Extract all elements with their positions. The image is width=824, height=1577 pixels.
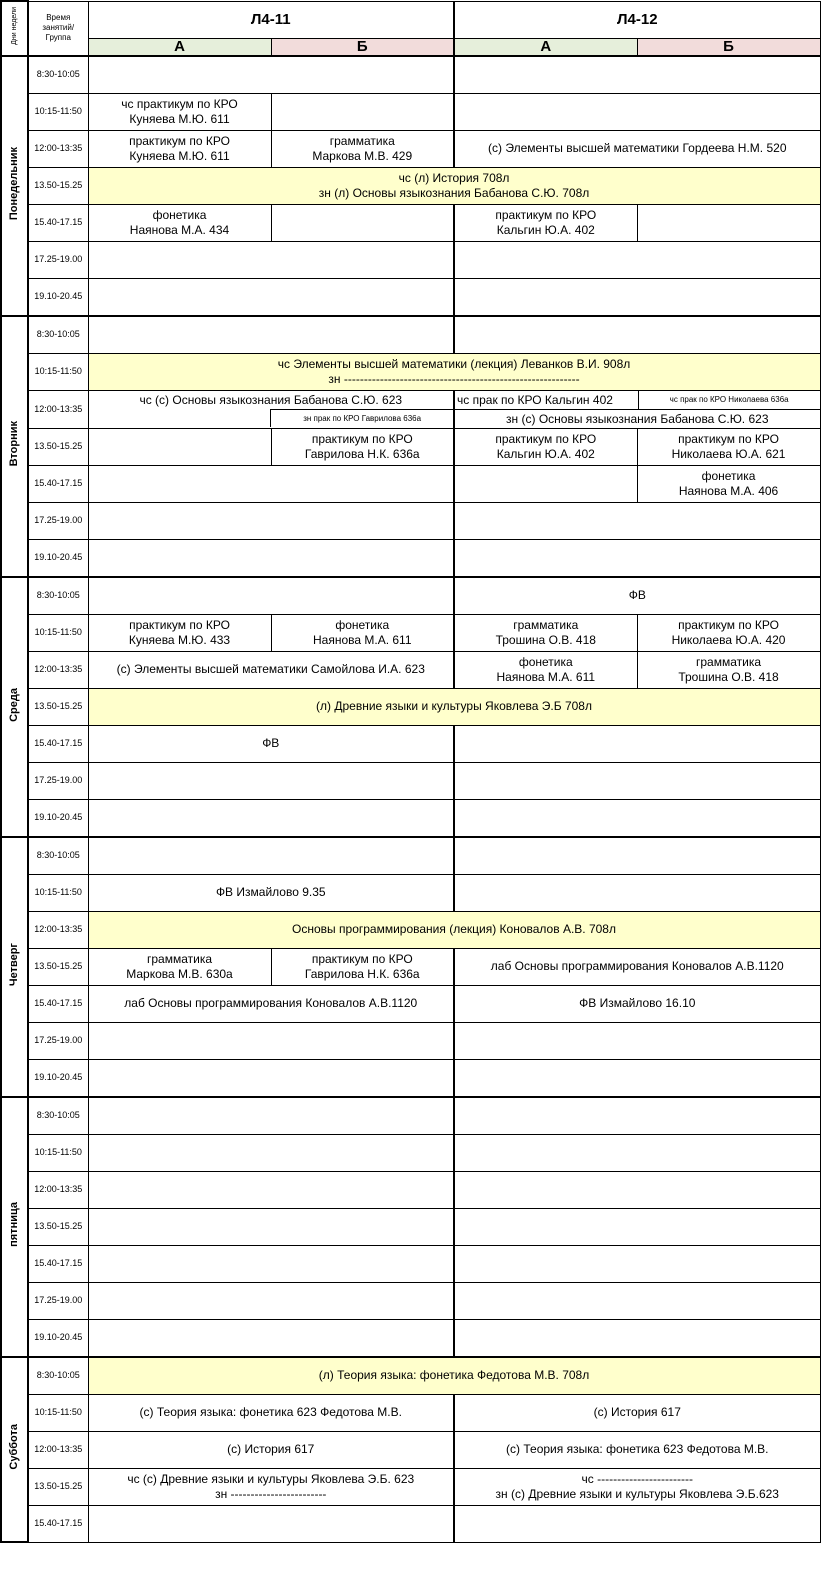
time-slot-row <box>1 651 820 688</box>
day-cell-thursday: Четверг <box>1 837 28 1097</box>
time-slot-row <box>1 1431 820 1468</box>
time-slot-row <box>1 1097 820 1135</box>
time-cell: 10:15-11:50 <box>28 353 88 390</box>
class-cell <box>454 1097 820 1135</box>
class-cell <box>454 1134 820 1171</box>
class-cell: (с) Теория языка: фонетика 623 Федотова М.В. <box>454 1431 820 1468</box>
time-slot-row <box>1 465 820 502</box>
time-slot-row <box>1 241 820 278</box>
class-cell: практикум по КРО Куняева М.Ю. 611 <box>88 130 271 167</box>
class-cell: чс практикум по КРО Куняева М.Ю. 611 <box>88 93 271 130</box>
class-cell <box>88 1134 454 1171</box>
time-slot-row <box>1 948 820 985</box>
class-cell <box>454 1319 820 1357</box>
class-cell: практикум по КРО Гаврилова Н.К. 636а <box>271 428 454 465</box>
time-slot-row <box>1 502 820 539</box>
time-slot-row <box>1 204 820 241</box>
time-slot-row <box>1 1394 820 1431</box>
time-cell: 17.25-19.00 <box>28 1282 88 1319</box>
class-cell <box>88 241 454 278</box>
class-cell: практикум по КРО Николаева Ю.А. 420 <box>637 614 820 651</box>
class-cell <box>88 428 271 465</box>
time-cell: 13.50-15.25 <box>28 428 88 465</box>
time-slot-row <box>1 799 820 837</box>
class-cell <box>454 1208 820 1245</box>
time-cell: 8:30-10:05 <box>28 1097 88 1135</box>
class-cell: чс (с) Основы языкознания Бабанова С.Ю. 623 зн прак по КРО Гаврилова 636а <box>88 390 454 428</box>
class-cell <box>88 1059 454 1097</box>
class-cell <box>454 316 820 354</box>
class-cell <box>88 577 454 615</box>
class-cell <box>454 1505 820 1542</box>
time-cell: 19.10-20.45 <box>28 278 88 316</box>
class-cell: (с) Теория языка: фонетика 623 Федотова М.В. <box>88 1394 454 1431</box>
time-cell: 12:00-13:35 <box>28 651 88 688</box>
time-cell: 19.10-20.45 <box>28 1059 88 1097</box>
time-slot-row <box>1 985 820 1022</box>
time-cell: 13.50-15.25 <box>28 1468 88 1505</box>
time-slot-row <box>1 1059 820 1097</box>
class-cell <box>88 1208 454 1245</box>
class-cell <box>88 1282 454 1319</box>
class-cell: грамматика Трошина О.В. 418 <box>637 651 820 688</box>
class-cell <box>454 56 820 94</box>
lecture-cell: чс Элементы высшей математики (лекция) Леванков В.И. 908л зн ----------------------------------------------------------- <box>88 353 820 390</box>
class-cell <box>88 1245 454 1282</box>
class-cell <box>88 1097 454 1135</box>
lecture-cell: чс (л) История 708л зн (л) Основы языкознания Бабанова С.Ю. 708л <box>88 167 820 204</box>
day-cell-tuesday: Вторник <box>1 316 28 577</box>
time-cell: 10:15-11:50 <box>28 93 88 130</box>
time-cell: 8:30-10:05 <box>28 316 88 354</box>
class-cell <box>88 1171 454 1208</box>
lecture-cell: Основы программирования (лекция) Коновалов А.В. 708л <box>88 911 820 948</box>
class-cell <box>88 316 454 354</box>
class-cell: ФВ Измайлово 16.10 <box>454 985 820 1022</box>
class-cell: лаб Основы программирования Коновалов А.В.1120 <box>454 948 820 985</box>
class-cell: фонетика Наянова М.А. 406 <box>637 465 820 502</box>
time-cell: 17.25-19.00 <box>28 502 88 539</box>
class-cell <box>454 874 820 911</box>
time-cell: 19.10-20.45 <box>28 1319 88 1357</box>
time-slot-row <box>1 874 820 911</box>
group-header-l4-11: Л4-11 <box>88 1 454 38</box>
class-cell: грамматика Трошина О.В. 418 <box>454 614 637 651</box>
class-cell: (с) Элементы высшей математики Самойлова И.А. 623 <box>88 651 454 688</box>
class-cell <box>271 204 454 241</box>
class-cell <box>88 502 454 539</box>
time-cell: 15.40-17.15 <box>28 1505 88 1542</box>
class-cell: практикум по КРО Гаврилова Н.К. 636а <box>271 948 454 985</box>
time-slot-row <box>1 762 820 799</box>
class-cell: лаб Основы программирования Коновалов А.В.1120 <box>88 985 454 1022</box>
class-cell: (с) История 617 <box>88 1431 454 1468</box>
class-cell: ФВ Измайлово 9.35 <box>88 874 454 911</box>
time-cell: 19.10-20.45 <box>28 799 88 837</box>
class-cell <box>637 204 820 241</box>
lecture-cell: (л) Древние языки и культуры Яковлева Э.Б 708л <box>88 688 820 725</box>
time-slot-row <box>1 390 820 428</box>
time-cell: 12:00-13:35 <box>28 1171 88 1208</box>
subgroup-row <box>1 38 820 56</box>
time-cell: 12:00-13:35 <box>28 130 88 167</box>
class-cell <box>88 1022 454 1059</box>
class-cell <box>454 1059 820 1097</box>
class-cell: чс прак по КРО Кальгин 402 чс прак по КРО Николаева 636а зн (с) Основы языкознания Бабанова С.Ю. 623 <box>454 390 820 428</box>
class-cell <box>454 539 820 577</box>
time-cell: 15.40-17.15 <box>28 725 88 762</box>
time-slot-row <box>1 1468 820 1505</box>
time-slot-row <box>1 614 820 651</box>
class-cell <box>454 278 820 316</box>
time-cell: 13.50-15.25 <box>28 948 88 985</box>
class-cell <box>454 241 820 278</box>
class-cell: фонетика Наянова М.А. 611 <box>454 651 637 688</box>
subgroup-header: А <box>88 38 271 56</box>
class-cell <box>454 93 820 130</box>
class-cell <box>454 465 637 502</box>
class-cell: ФВ <box>454 577 820 615</box>
time-slot-row <box>1 1357 820 1395</box>
class-cell: практикум по КРО Кальгин Ю.А. 402 <box>454 204 637 241</box>
time-cell: 15.40-17.15 <box>28 985 88 1022</box>
class-cell: (с) Элементы высшей математики Гордеева Н.М. 520 <box>454 130 820 167</box>
class-cell <box>454 1022 820 1059</box>
time-slot-row <box>1 1022 820 1059</box>
class-cell: грамматика Маркова М.В. 630а <box>88 948 271 985</box>
time-slot-row <box>1 1171 820 1208</box>
time-cell: 12:00-13:35 <box>28 390 88 428</box>
time-slot-row <box>1 577 820 615</box>
class-cell <box>88 278 454 316</box>
class-cell <box>454 1245 820 1282</box>
class-cell <box>88 56 454 94</box>
class-cell <box>454 799 820 837</box>
header-row <box>1 1 820 38</box>
class-cell: ФВ <box>88 725 454 762</box>
time-slot-row <box>1 1282 820 1319</box>
time-slot-row <box>1 1505 820 1542</box>
time-cell: 10:15-11:50 <box>28 614 88 651</box>
time-slot-row <box>1 1319 820 1357</box>
time-cell: 10:15-11:50 <box>28 1134 88 1171</box>
time-slot-row <box>1 56 820 94</box>
subgroup-header: Б <box>637 38 820 56</box>
time-slot-row <box>1 911 820 948</box>
class-cell: практикум по КРО Николаева Ю.А. 621 <box>637 428 820 465</box>
time-slot-row <box>1 428 820 465</box>
class-cell <box>454 762 820 799</box>
time-slot-row <box>1 837 820 875</box>
class-cell: грамматика Маркова М.В. 429 <box>271 130 454 167</box>
time-slot-row <box>1 725 820 762</box>
day-cell-monday: Понедельник <box>1 56 28 316</box>
class-cell: фонетика Наянова М.А. 434 <box>88 204 271 241</box>
time-cell: 17.25-19.00 <box>28 762 88 799</box>
class-cell <box>88 539 454 577</box>
class-cell <box>454 725 820 762</box>
time-cell: 19.10-20.45 <box>28 539 88 577</box>
class-cell: фонетика Наянова М.А. 611 <box>271 614 454 651</box>
class-cell <box>454 1282 820 1319</box>
class-cell <box>454 837 820 875</box>
time-cell: 8:30-10:05 <box>28 837 88 875</box>
time-cell: 15.40-17.15 <box>28 204 88 241</box>
time-slot-row <box>1 278 820 316</box>
time-slot-row <box>1 1208 820 1245</box>
class-cell <box>454 502 820 539</box>
time-cell: 12:00-13:35 <box>28 1431 88 1468</box>
day-cell-wednesday: Среда <box>1 577 28 837</box>
day-cell-saturday: Суббота <box>1 1357 28 1543</box>
time-slot-row <box>1 130 820 167</box>
time-slot-row <box>1 688 820 725</box>
class-cell: чс (с) Древние языки и культуры Яковлева Э.Б. 623 зн ------------------------ <box>88 1468 454 1505</box>
time-group-header: Время занятий/ Группа <box>28 1 88 56</box>
time-slot-row <box>1 1134 820 1171</box>
class-cell <box>88 799 454 837</box>
time-cell: 10:15-11:50 <box>28 1394 88 1431</box>
day-cell-friday: пятница <box>1 1097 28 1357</box>
time-cell: 13.50-15.25 <box>28 167 88 204</box>
time-slot-row <box>1 93 820 130</box>
class-cell: чс ------------------------ зн (с) Древние языки и культуры Яковлева Э.Б.623 <box>454 1468 820 1505</box>
time-cell: 17.25-19.00 <box>28 241 88 278</box>
subgroup-header: А <box>454 38 637 56</box>
time-slot-row <box>1 167 820 204</box>
lecture-cell: (л) Теория языка: фонетика Федотова М.В. 708л <box>88 1357 820 1395</box>
days-header: Дни недели <box>1 1 28 56</box>
class-cell <box>88 465 454 502</box>
class-cell <box>88 1319 454 1357</box>
time-slot-row <box>1 539 820 577</box>
class-cell: практикум по КРО Куняева М.Ю. 433 <box>88 614 271 651</box>
time-cell: 13.50-15.25 <box>28 1208 88 1245</box>
time-cell: 15.40-17.15 <box>28 465 88 502</box>
class-cell <box>88 837 454 875</box>
time-cell: 17.25-19.00 <box>28 1022 88 1059</box>
time-cell: 8:30-10:05 <box>28 1357 88 1395</box>
class-cell <box>271 93 454 130</box>
time-slot-row <box>1 316 820 354</box>
class-cell <box>88 762 454 799</box>
time-cell: 12:00-13:35 <box>28 911 88 948</box>
time-cell: 13.50-15.25 <box>28 688 88 725</box>
subgroup-header: Б <box>271 38 454 56</box>
time-slot-row <box>1 1245 820 1282</box>
class-cell: практикум по КРО Кальгин Ю.А. 402 <box>454 428 637 465</box>
time-cell: 8:30-10:05 <box>28 56 88 94</box>
class-cell <box>88 1505 454 1542</box>
time-cell: 10:15-11:50 <box>28 874 88 911</box>
group-header-l4-12: Л4-12 <box>454 1 820 38</box>
time-slot-row <box>1 353 820 390</box>
time-cell: 8:30-10:05 <box>28 577 88 615</box>
class-cell: (с) История 617 <box>454 1394 820 1431</box>
class-cell <box>454 1171 820 1208</box>
time-cell: 15.40-17.15 <box>28 1245 88 1282</box>
